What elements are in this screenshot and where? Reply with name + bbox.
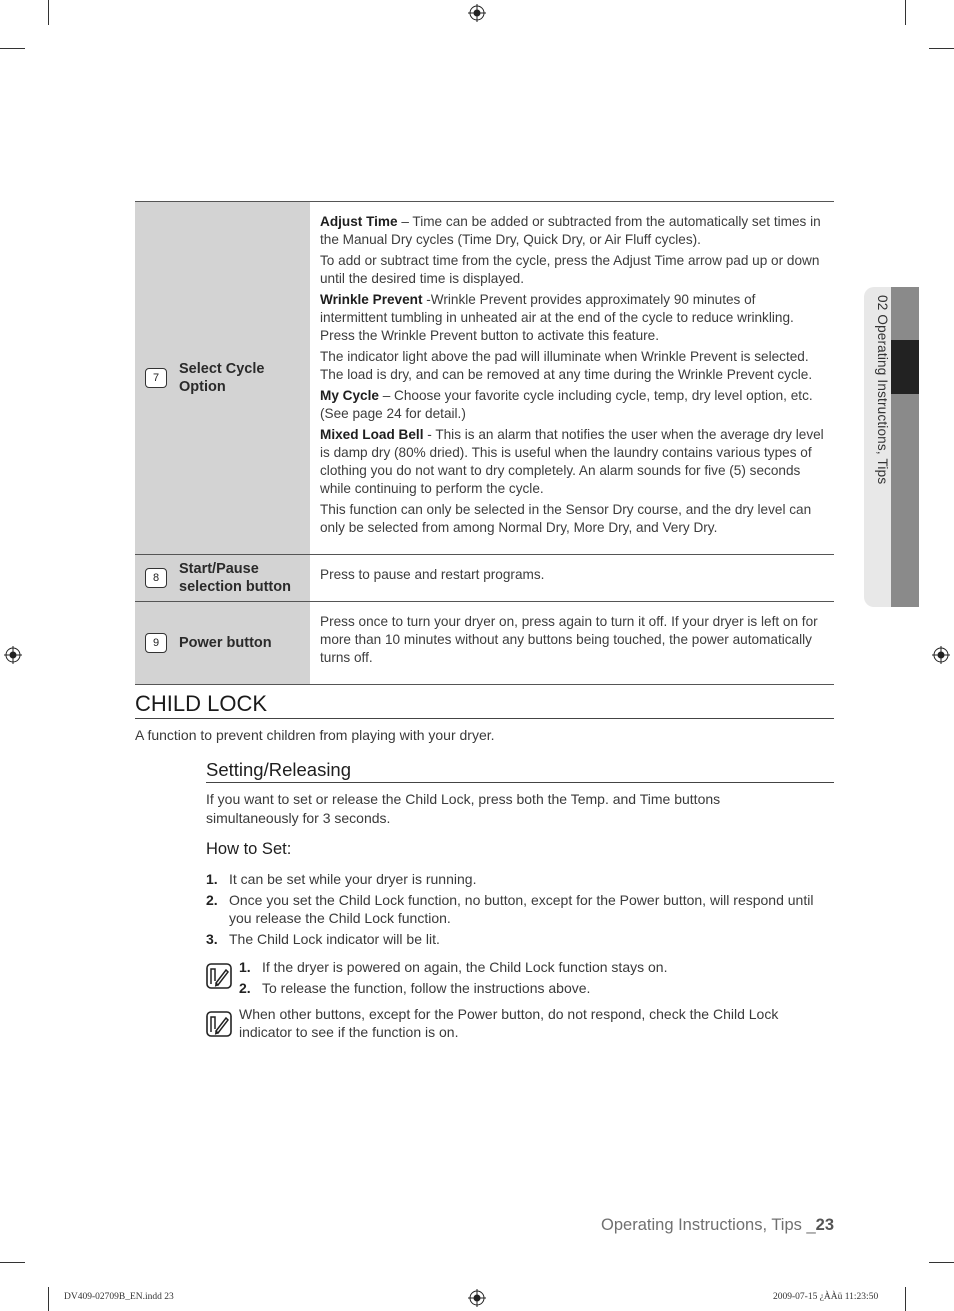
list-item xyxy=(206,870,826,888)
function-description-cell xyxy=(310,602,834,684)
description-paragraph xyxy=(320,348,824,384)
side-tab-bar xyxy=(891,287,919,607)
function-description-cell xyxy=(310,202,834,554)
note-pencil-icon xyxy=(206,963,232,989)
crop-mark xyxy=(929,1262,954,1263)
description-paragraph xyxy=(320,613,824,667)
subsection-title: Setting/Releasing xyxy=(206,758,834,783)
function-table xyxy=(135,201,834,685)
list-item xyxy=(206,891,826,927)
description-text: – Time can be added or subtracted from the automatically set times in the Manual Dry cycles (Time Dry, Quick Dry, or Air Fluff cycles). xyxy=(320,214,821,247)
note-block xyxy=(206,1005,826,1041)
description-paragraph xyxy=(320,566,824,584)
setting-text: If you want to set or release the Child Lock, press both the Temp. and Time buttons simultaneously for 3 seconds. xyxy=(206,791,721,826)
crop-mark xyxy=(929,48,954,49)
description-text: The indicator light above the pad will illuminate when Wrinkle Prevent is selected. The load is dry, and can be removed at any time during the Wrinkle Prevent cycle. xyxy=(320,349,813,382)
note-pencil-icon xyxy=(206,1011,232,1037)
section-intro: A function to prevent children from playing with your dryer. xyxy=(135,727,495,743)
description-paragraph xyxy=(320,387,824,423)
step-number: 3. xyxy=(206,931,218,947)
description-text: To add or subtract time from the cycle, press the Adjust Time arrow pad up or down until the desired time is displayed. xyxy=(320,253,820,286)
section-title: CHILD LOCK xyxy=(135,690,834,719)
function-name-cell xyxy=(135,555,310,601)
function-number-badge: 9 xyxy=(145,633,167,653)
step-text: It can be set while your dryer is running. xyxy=(229,871,477,887)
description-paragraph xyxy=(320,252,824,288)
crop-mark xyxy=(0,1262,25,1263)
function-number-badge: 8 xyxy=(145,568,167,588)
registration-mark-icon xyxy=(468,1289,486,1307)
side-tab-label: 02 Operating Instructions, Tips xyxy=(875,295,890,485)
print-slug-date: 2009-07-15 ¿ÀÀü 11:23:50 xyxy=(773,1292,879,1302)
note-text: When other buttons, except for the Power button, do not respond, check the Child Lock indicator to see if the function is on. xyxy=(239,1006,779,1040)
function-name: Power button xyxy=(179,635,272,651)
function-name-cell xyxy=(135,202,310,554)
feature-name: My Cycle xyxy=(320,388,379,403)
feature-name: Mixed Load Bell xyxy=(320,427,424,442)
function-name: Select Cycle Option xyxy=(179,361,265,395)
print-slug-file: DV409-02709B_EN.indd 23 xyxy=(64,1292,174,1302)
howto-title: How to Set: xyxy=(206,840,292,858)
step-number: 2. xyxy=(206,892,218,908)
crop-mark xyxy=(905,1287,906,1311)
description-paragraph xyxy=(320,213,824,249)
step-text: The Child Lock indicator will be lit. xyxy=(229,931,440,947)
registration-mark-icon xyxy=(468,4,486,22)
side-tab-marker xyxy=(891,340,919,394)
description-paragraph xyxy=(320,291,824,345)
feature-name: Adjust Time xyxy=(320,214,398,229)
note-text: If the dryer is powered on again, the Child Lock function stays on. xyxy=(262,959,668,975)
description-text: This function can only be selected in the Sensor Dry course, and the dry level can only be selected from among Normal Dry, More Dry, and Very Dry. xyxy=(320,502,812,535)
steps-list xyxy=(206,870,826,951)
table-row xyxy=(135,555,834,602)
description-text: – Choose your favorite cycle including cycle, temp, dry level option, etc. (See page 24 for detail.) xyxy=(320,388,813,421)
registration-mark-icon xyxy=(4,646,22,664)
function-description-cell xyxy=(310,555,834,601)
crop-mark xyxy=(0,48,25,49)
footer-section: Operating Instructions, Tips _ xyxy=(601,1216,816,1234)
note-number: 2. xyxy=(239,980,251,996)
note-number: 1. xyxy=(239,959,251,975)
list-item xyxy=(206,930,826,948)
step-number: 1. xyxy=(206,871,218,887)
crop-mark xyxy=(905,0,906,25)
crop-mark xyxy=(48,1287,49,1311)
note-item xyxy=(239,979,667,997)
description-text: - This is an alarm that notifies the user when the average dry level is damp dry (80% dried). This is useful when the laundry contains various types of clothing you do not want to dry completely. An alarm sounds for five (5) seconds while continuing to perform the cycle. xyxy=(320,427,824,496)
note-text: To release the function, follow the instructions above. xyxy=(262,980,591,996)
description-text: -Wrinkle Prevent provides approximately 90 minutes of intermittent tumbling in unheated air at the end of the cycle to reduce wrinkling. Press the Wrinkle Prevent button to activate this feature. xyxy=(320,292,794,343)
step-text: Once you set the Child Lock function, no button, except for the Power button, will respond until you release the Child Lock function. xyxy=(229,892,814,926)
function-name: Start/Pause selection button xyxy=(179,561,291,595)
crop-mark xyxy=(48,0,49,25)
description-paragraph xyxy=(320,426,824,498)
description-text: Press to pause and restart programs. xyxy=(320,567,545,582)
note-block xyxy=(206,958,826,1000)
page-footer xyxy=(601,1216,834,1235)
function-number-badge: 7 xyxy=(145,368,167,388)
page-number: 23 xyxy=(815,1216,834,1234)
table-row xyxy=(135,202,834,555)
table-row xyxy=(135,602,834,685)
description-text: Press once to turn your dryer on, press again to turn it off. If your dryer is left on for more than 10 minutes without any buttons being touched, the power automatically turns off. xyxy=(320,614,818,665)
description-paragraph xyxy=(320,501,824,537)
registration-mark-icon xyxy=(932,646,950,664)
function-name-cell xyxy=(135,602,310,684)
feature-name: Wrinkle Prevent xyxy=(320,292,423,307)
note-item xyxy=(239,958,667,976)
